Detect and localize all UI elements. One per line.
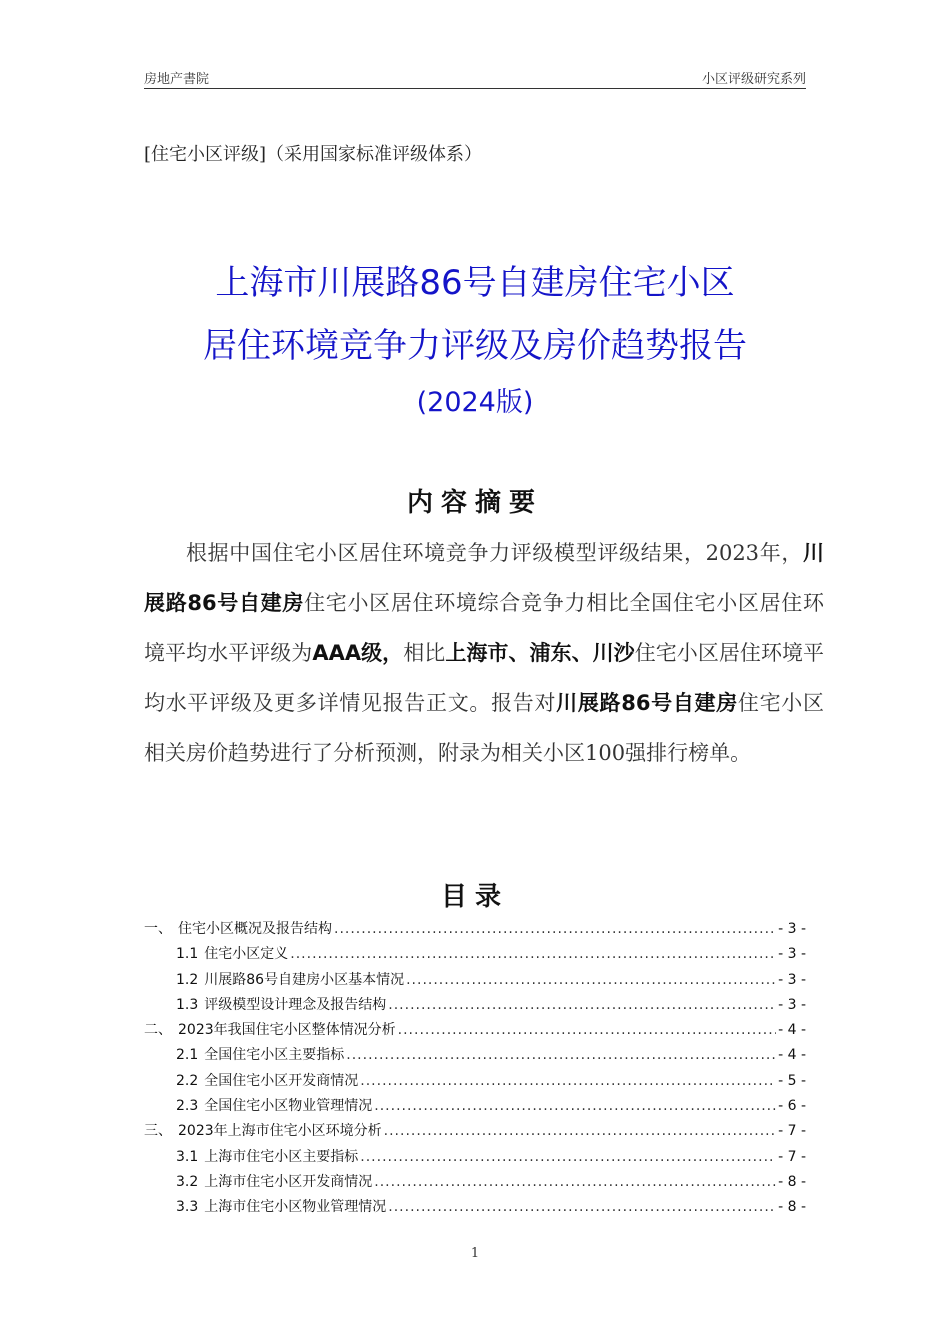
toc-leader [346,1047,776,1063]
toc-entry-1[interactable] [144,918,806,943]
summary-text: 相比 [403,641,446,665]
toc-leader [290,946,776,962]
toc-entry-2[interactable] [144,1019,806,1044]
toc-label: 评级模型设计理念及报告结构 [204,996,387,1013]
toc-entry-2-1[interactable] [144,1044,806,1069]
toc-label: 2023年我国住宅小区整体情况分析 [178,1022,396,1039]
toc-page: - 5 - [778,1072,806,1089]
toc-entry-1-1[interactable] [144,943,806,968]
toc-page: - 3 - [778,921,806,937]
page-header [144,66,806,89]
toc-number: 3.2 [176,1173,199,1190]
toc-entry-3-2[interactable] [144,1171,806,1196]
toc-leader [360,1149,776,1165]
toc-page: - 3 - [778,971,806,988]
table-of-contents [144,918,806,1222]
toc-label: 全国住宅小区物业管理情况 [204,1098,373,1115]
toc-number: 三、 [144,1123,172,1140]
toc-label: 川展路86号自建房小区基本情况 [204,971,405,988]
toc-entry-1-3[interactable] [144,994,806,1019]
toc-entry-2-2[interactable] [144,1070,806,1095]
toc-number: 1.3 [176,996,199,1013]
toc-page: - 4 - [778,1047,806,1064]
toc-label: 住宅小区概况及报告结构 [178,921,332,937]
toc-number: 3.1 [176,1148,199,1165]
toc-page: - 4 - [778,1022,806,1039]
toc-entry-1-2[interactable] [144,969,806,994]
toc-entry-3-1[interactable] [144,1146,806,1171]
summary-text: 住宅小区居住环境综合竞争力相比全国住宅小区居住环境平均水平评级为 [144,591,824,665]
toc-label: 全国住宅小区开发商情况 [204,1072,359,1089]
toc-leader [398,1022,776,1038]
toc-number: 2.3 [176,1098,199,1115]
report-category: [住宅小区评级]（采用国家标准评级体系） [144,144,483,165]
toc-page: - 6 - [778,1098,806,1115]
toc-label: 全国住宅小区主要指标 [204,1047,345,1064]
toc-leader [406,972,776,988]
toc-leader [384,1123,776,1139]
report-title-line-1: 上海市川展路86号自建房住宅小区 [215,263,735,303]
summary-highlight: 川展路86号自建房 [556,691,738,715]
toc-page: - 3 - [778,996,806,1013]
toc-leader [360,1073,776,1089]
toc-page: - 7 - [778,1123,806,1140]
summary-heading: 内容摘要 [406,488,543,518]
toc-number: 二、 [144,1022,172,1039]
toc-label: 上海市住宅小区物业管理情况 [204,1199,387,1216]
toc-heading: 目录 [440,882,509,912]
toc-leader [374,1174,776,1190]
toc-leader [374,1098,776,1114]
toc-page: - 8 - [778,1199,806,1216]
toc-number: 2.1 [176,1047,199,1064]
summary-text: 住宅小区相关房价趋势进行了分析预测，附录为相关小区100强排行榜单。 [144,691,824,765]
toc-label: 2023年上海市住宅小区环境分析 [178,1123,382,1140]
toc-leader [388,997,776,1013]
toc-leader [388,1199,776,1215]
report-title-line-2: 居住环境竞争力评级及房价趋势报告 [203,326,747,366]
summary-paragraph [144,528,824,778]
toc-number: 1.1 [176,946,199,963]
toc-number: 一、 [144,921,172,937]
toc-leader [334,921,776,937]
toc-page: - 7 - [778,1148,806,1165]
toc-page: - 3 - [778,946,806,963]
toc-number: 1.2 [176,971,199,988]
toc-label: 住宅小区定义 [204,946,289,963]
summary-rating: AAA级， [312,641,404,665]
toc-page: - 8 - [778,1173,806,1190]
page-number: 1 [470,1246,480,1261]
report-edition: (2024版) [416,387,534,418]
publisher-name: 房地产書院 [144,72,210,87]
toc-label: 上海市住宅小区主要指标 [204,1148,359,1165]
toc-number: 3.3 [176,1199,199,1216]
summary-highlight: 川展路86号自建房 [144,541,824,615]
series-name: 小区评级研究系列 [701,72,806,87]
toc-label: 上海市住宅小区开发商情况 [204,1173,373,1190]
summary-highlight: 上海市、浦东、川沙 [445,641,635,665]
toc-entry-3-3[interactable] [144,1196,806,1221]
toc-entry-3[interactable] [144,1120,806,1145]
toc-entry-2-3[interactable] [144,1095,806,1120]
toc-number: 2.2 [176,1072,199,1089]
summary-text: 住宅小区居住环境平均水平评级及更多详情见报告正文。报告对 [144,641,825,715]
summary-text: 根据中国住宅小区居住环境竞争力评级模型评级结果，2023年， [186,541,803,565]
